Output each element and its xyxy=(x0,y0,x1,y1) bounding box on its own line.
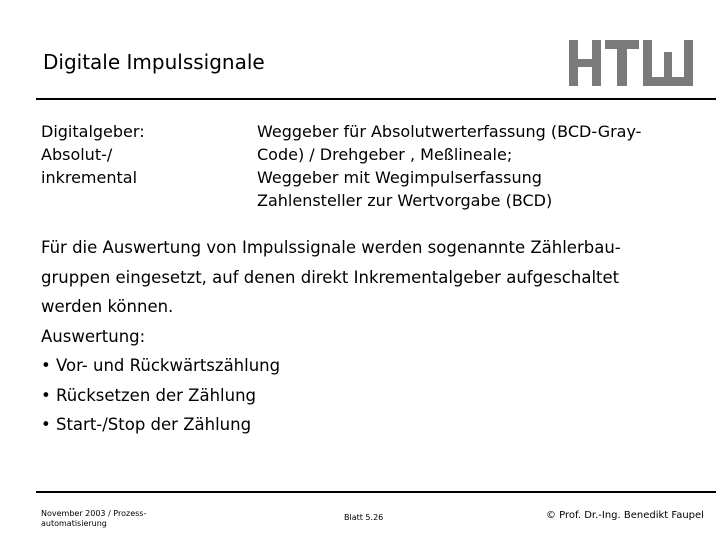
left-line: Digitalgeber: xyxy=(41,122,145,141)
footer-page-number: Blatt 5.26 xyxy=(344,513,384,522)
left-column xyxy=(41,120,145,189)
footer-date-line: automatisierung xyxy=(41,519,107,528)
right-line: Code) / Drehgeber , Meßlineale; xyxy=(257,145,513,164)
header-divider xyxy=(36,98,716,100)
footer-author: © Prof. Dr.-Ing. Benedikt Faupel xyxy=(546,510,704,521)
slide-title: Digitale Impulssignale xyxy=(43,50,265,74)
body-line: werden können. xyxy=(41,297,174,316)
footer-date xyxy=(41,509,146,529)
right-column xyxy=(257,120,641,212)
body-line: gruppen eingesetzt, auf denen direkt Inkrementalgeber aufgeschaltet xyxy=(41,267,620,287)
bullet-item: • Start-/Stop der Zählung xyxy=(41,415,252,434)
body-text xyxy=(41,233,711,440)
right-line: Zahlensteller zur Wertvorgabe (BCD) xyxy=(257,191,553,210)
footer-divider xyxy=(36,491,716,493)
right-line: Weggeber mit Wegimpulserfassung xyxy=(257,168,542,187)
left-line: Absolut-/ xyxy=(41,145,113,164)
left-line: inkremental xyxy=(41,168,138,187)
htw-logo xyxy=(569,40,693,86)
right-line: Weggeber für Absolutwerterfassung (BCD-Gray- xyxy=(257,122,642,141)
bullet-item: • Vor- und Rückwärtszählung xyxy=(41,356,281,375)
body-line: Auswertung: xyxy=(41,326,146,346)
body-line: Für die Auswertung von Impulssignale werden sogenannte Zählerbau- xyxy=(41,238,621,257)
footer-date-line: November 2003 / Prozess- xyxy=(41,509,147,518)
bullet-item: • Rücksetzen der Zählung xyxy=(41,385,257,405)
